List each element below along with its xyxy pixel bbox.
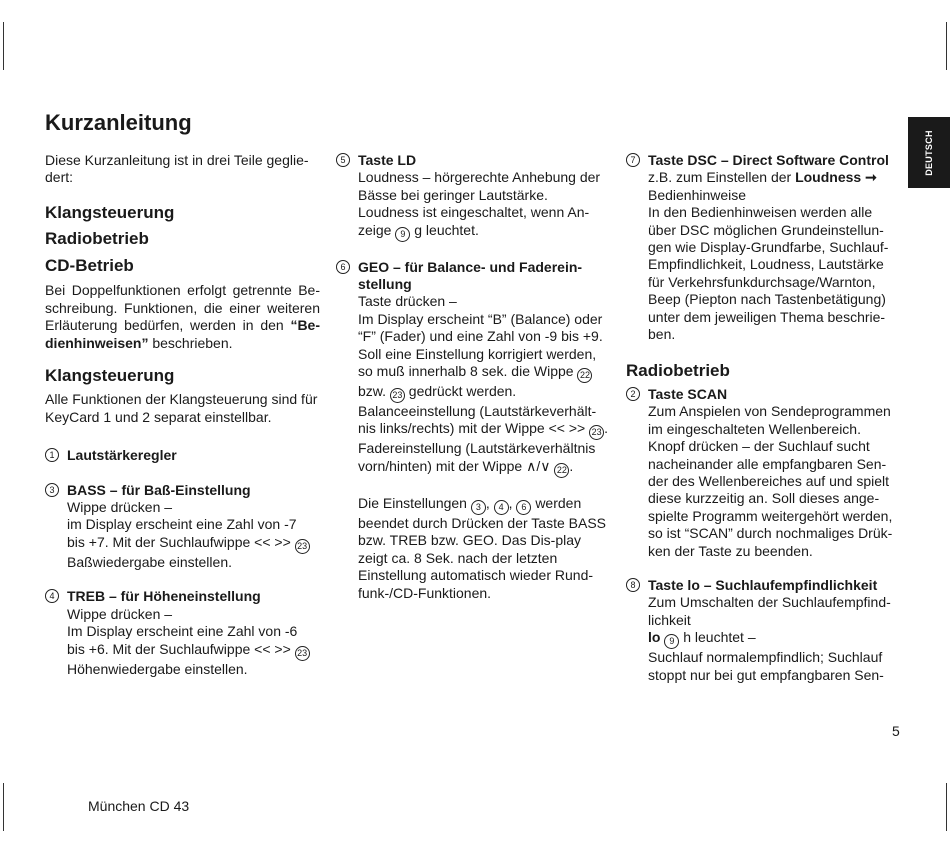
item-text-part: Fadereinstellung (Lautstärkeverhältnis vorn/hinten) mit der Wippe (358, 440, 596, 474)
paragraph-text-end: beschrieben. (148, 334, 233, 351)
page-title: Kurzanleitung (45, 110, 192, 135)
item-text: Im Display erscheint eine Zahl von -6 (67, 623, 298, 640)
part-heading-cd: CD-Betrieb (45, 255, 134, 275)
ref-circle-23: 23 (589, 425, 604, 440)
item-text (358, 311, 608, 403)
item-lo (626, 577, 900, 684)
item-text: Suchlauf normalempfindlich; Suchlauf stoppt nur bei gut empfangbaren Sen- (648, 649, 884, 683)
item-text: In den Bedienhinweisen werden alle über DSC möglichen Grundeinstellun-gen wie Display-Grundfarbe, Suchlauf-Empfindlichkeit, Loudness, Lautstärke für Verkehrsfunkdurchsage/Warnton, Beep (Piepton nach Tastenbetätigung) unter dem jeweiligen Thema beschrie-ben. (648, 204, 889, 343)
item-title: Lautstärkeregler (67, 447, 177, 464)
item-text: im Display erscheint eine Zahl von -7 (67, 516, 297, 533)
ref-circle-4: 4 (494, 500, 509, 515)
item-text-part: g leuchtet. (414, 221, 479, 238)
number-circle-5: 5 (336, 153, 350, 167)
item-text (648, 629, 900, 649)
crop-mark-top-left (3, 22, 4, 70)
closing-text-part: werden beendet durch Drücken der Taste BASS bzw. TREB bzw. GEO. Das Dis-play zeigt ca. 8 Sek. nach der letzten Einstellung automatisch wieder Rund-funk-/CD-Funktionen. (358, 494, 607, 601)
ref-circle-9: 9 (664, 634, 679, 649)
item-text: Zum Anspielen von Sendeprogrammen im eingeschalteten Wellenbereich. Knopf drücken – der Suchlauf sucht nacheinander alle empfangbaren Sen-der des Wellenbereiches auf und spielt diese kurzzeitig an. Soll dieses ange-spielte Programm weitergehört werden, so ist “SCAN” durch nochmaliges Drük-ken der Taste zu beenden. (648, 403, 893, 559)
item-text-part: Loudness – hörgerechte Anhebung der Bässe bei geringer Lautstärke. Loudness ist eingeschaltet, wenn An-zeige (358, 169, 601, 238)
ref-circle-6: 6 (516, 500, 531, 515)
item-text: Höhenwiedergabe einstellen. (67, 660, 248, 677)
item-text (648, 169, 900, 186)
intro-text: Diese Kurzanleitung ist in drei Teile geglie-dert: (45, 152, 309, 186)
item-geo (336, 259, 608, 478)
closing-text: Die Einstellungen 3 , 4 , 6 werden beendet durch Drücken der Taste BASS bzw. TREB bzw. GEO. Das Dis-play zeigt ca. 8 Sek. nach der letzten Einstellung automatisch wieder Rund-funk-/CD-Funktionen. (358, 494, 607, 601)
item-text: Baßwiedergabe einstellen. (67, 553, 232, 570)
closing-paragraph (336, 495, 608, 602)
page-number: 5 (892, 723, 900, 739)
column-3 (626, 152, 900, 684)
item-title: TREB – für Höheneinstellung (67, 588, 261, 605)
item-text-part: Balanceeinstellung (Lautstärkeverhält-nis links/rechts) mit der Wippe << >> (358, 403, 597, 437)
dual-function-paragraph (45, 282, 320, 352)
item-treble (45, 588, 320, 678)
item-text-part: bis +7. Mit der Suchlaufwippe << >> (67, 533, 291, 550)
item-title: BASS – für Baß-Einstellung (67, 481, 251, 498)
item-title: Taste SCAN (648, 385, 728, 402)
ref-circle-23: 23 (295, 646, 310, 661)
language-tab (908, 117, 950, 188)
item-text: Wippe drücken – (67, 499, 173, 516)
item-text-part: z.B. zum Einstellen der (648, 169, 792, 186)
footer-text: München CD 43 (88, 798, 190, 814)
item-volume (45, 447, 320, 464)
item-title: Taste LD (358, 152, 417, 168)
item-text (67, 641, 320, 661)
item-title: Taste lo – Suchlaufempfindlichkeit (648, 577, 878, 594)
item-bass (45, 482, 320, 572)
item-text: Zum Umschalten der Suchlaufempfind-lichkeit (648, 594, 891, 628)
language-tab-label: DEUTSCH (924, 129, 934, 176)
number-circle-7: 7 (626, 153, 640, 167)
ref-circle-22: 22 (577, 368, 592, 383)
item-text: Balanceeinstellung (Lautstärkeverhält-nis links/rechts) mit der Wippe << >> 23 . (358, 403, 608, 440)
ref-circle-22: 22 (554, 463, 569, 478)
item-text: Fadereinstellung (Lautstärkeverhältnis vorn/hinten) mit der Wippe ∧/∨ 22 . (358, 440, 608, 477)
crop-mark-top-right (946, 22, 947, 70)
up-down-symbol: ∧/∨ (526, 457, 551, 474)
paragraph-text: Bei Doppelfunktionen erfolgt getrennte Be-schreibung. Funktionen, die einer weiteren Erläuterung bedürfen, werden in den (45, 282, 320, 334)
item-text-part: h leuchtet – (683, 629, 756, 646)
item-text (358, 169, 608, 241)
item-text: Wippe drücken – (67, 605, 173, 622)
part-heading-sound: Klangsteuerung (45, 202, 175, 222)
paragraph-bold-ref: “Be-dienhinweisen” (45, 317, 320, 351)
item-text (67, 534, 320, 554)
ref-circle-23: 23 (295, 539, 310, 554)
item-title: GEO – für Balance- und Faderein-stellung (358, 258, 583, 293)
ref-circle-3: 3 (471, 500, 486, 515)
number-circle-6: 6 (336, 260, 350, 274)
crop-mark-bottom-left (3, 783, 4, 831)
closing-text-part: Die Einstellungen (358, 494, 467, 511)
item-text-part: bis +6. Mit der Suchlaufwippe << >> (67, 640, 291, 657)
part-heading-radio: Radiobetrieb (45, 229, 149, 249)
number-circle-1: 1 (45, 448, 59, 462)
arrow-right-icon: ➞ (865, 169, 877, 186)
crop-mark-bottom-right (946, 783, 947, 831)
number-circle-3: 3 (45, 483, 59, 497)
ref-circle-9: 9 (395, 227, 410, 242)
item-text-bold: lo (648, 629, 661, 646)
number-circle-8: 8 (626, 578, 640, 592)
column-2 (336, 152, 608, 602)
item-scan (626, 386, 900, 560)
section-heading-radio: Radiobetrieb (626, 361, 730, 381)
item-title: Taste DSC – Direct Software Control (648, 152, 889, 168)
number-circle-4: 4 (45, 589, 59, 603)
ref-circle-23: 23 (390, 388, 405, 403)
item-text-part: bzw. (358, 383, 387, 400)
item-dsc (626, 152, 900, 343)
item-text-bold: Loudness (795, 169, 862, 186)
column-1 (45, 152, 320, 678)
number-circle-2: 2 (626, 387, 640, 401)
item-text: Bedienhinweise (648, 186, 747, 203)
item-loudness (336, 152, 608, 242)
item-text-part: Im Display erscheint “B” (Balance) oder “F” (Fader) und eine Zahl von -9 bis +9. Soll eine Einstellung korrigiert werden, so muß innerhalb 8 sek. die Wippe (358, 310, 603, 380)
item-text-part: gedrückt werden. (408, 383, 517, 400)
section-heading-sound: Klangsteuerung (45, 365, 175, 385)
section-text-sound: Alle Funktionen der Klangsteuerung sind für KeyCard 1 und 2 separat einstellbar. (45, 391, 318, 425)
item-text: Taste drücken – (358, 293, 457, 310)
